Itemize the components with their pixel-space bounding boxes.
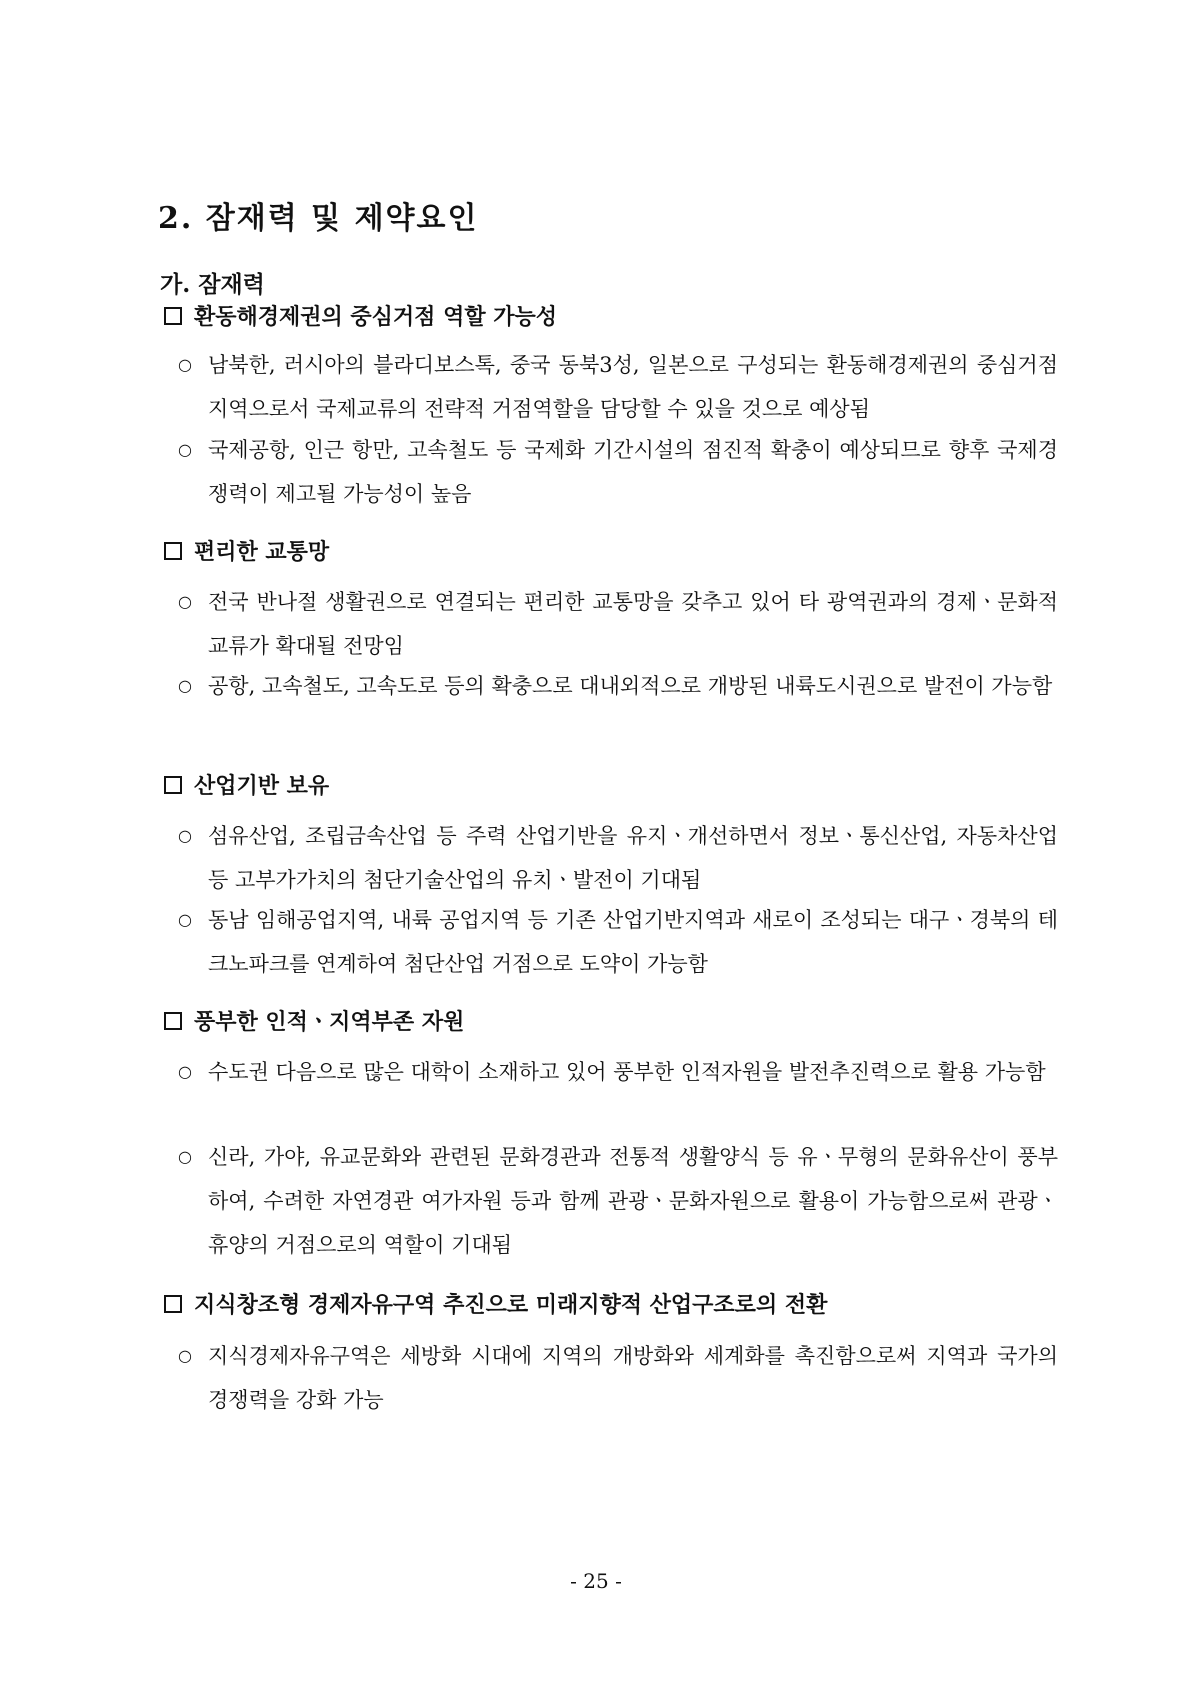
bullet-text: 섬유산업, 조립금속산업 등 주력 산업기반을 유지ㆍ개선하면서 정보ㆍ통신산업, 자동차산업 등 고부가가치의 첨단기술산업의 유치ㆍ발전이 기대됨 <box>208 824 1058 892</box>
circle-bullet-icon: ○ <box>178 592 192 611</box>
list-item <box>178 1334 1058 1422</box>
checkbox-icon <box>164 542 182 560</box>
list-item <box>178 664 1058 708</box>
checkbox-icon <box>164 1012 182 1030</box>
bullet-text: 국제공항, 인근 항만, 고속철도 등 국제화 기간시설의 점진적 확충이 예상되므로 향후 국제경쟁력이 제고될 가능성이 높음 <box>208 438 1058 506</box>
list-item <box>178 580 1058 668</box>
checkbox-icon <box>164 307 182 325</box>
circle-bullet-icon: ○ <box>178 910 192 929</box>
heading-text: 지식창조형 경제자유구역 추진으로 미래지향적 산업구조로의 전환 <box>194 1292 828 1318</box>
checkbox-icon <box>164 776 182 794</box>
sub-title: 가. 잠재력 <box>160 271 265 298</box>
list-item <box>178 428 1058 516</box>
bullet-text: 지식경제자유구역은 세방화 시대에 지역의 개방화와 세계화를 촉진함으로써 지역과 국가의 경쟁력을 강화 가능 <box>208 1344 1058 1412</box>
bullet-text: 전국 반나절 생활권으로 연결되는 편리한 교통망을 갖추고 있어 타 광역권과의 경제ㆍ문화적 교류가 확대될 전망임 <box>208 590 1058 658</box>
list-item <box>178 1050 1058 1094</box>
heading-resources <box>164 1005 464 1036</box>
bullet-text: 동남 임해공업지역, 내륙 공업지역 등 기존 산업기반지역과 새로이 조성되는 대구ㆍ경북의 테크노파크를 연계하여 첨단산업 거점으로 도약이 가능함 <box>208 908 1058 976</box>
circle-bullet-icon: ○ <box>178 1346 192 1365</box>
heading-text: 풍부한 인적ㆍ지역부존 자원 <box>194 1009 465 1035</box>
circle-bullet-icon: ○ <box>178 355 192 374</box>
bullet-text: 수도권 다음으로 많은 대학이 소재하고 있어 풍부한 인적자원을 발전추진력으로 활용 가능함 <box>208 1060 1046 1084</box>
circle-bullet-icon: ○ <box>178 440 192 459</box>
heading-text: 환동해경제권의 중심거점 역할 가능성 <box>194 304 558 330</box>
circle-bullet-icon: ○ <box>178 1062 192 1081</box>
list-item <box>178 898 1058 986</box>
bullet-text: 남북한, 러시아의 블라디보스톡, 중국 동북3성, 일본으로 구성되는 환동해경제권의 중심거점지역으로서 국제교류의 전략적 거점역할을 담당할 수 있을 것으로 예상됨 <box>208 353 1058 421</box>
heading-industry <box>164 769 329 800</box>
section-title: 2. 잠재력 및 제약요인 <box>158 201 479 236</box>
circle-bullet-icon: ○ <box>178 826 192 845</box>
bullet-text: 신라, 가야, 유교문화와 관련된 문화경관과 전통적 생활양식 등 유ㆍ무형의 문화유산이 풍부하여, 수려한 자연경관 여가자원 등과 함께 관광ㆍ문화자원으로 활용이 가능함으로써 관광ㆍ휴양의 거점으로의 역할이 기대됨 <box>208 1145 1058 1257</box>
checkbox-icon <box>164 1295 182 1313</box>
page-number: - 25 - <box>570 1569 622 1593</box>
heading-text: 편리한 교통망 <box>194 539 330 565</box>
heading-text: 산업기반 보유 <box>194 773 330 799</box>
list-item <box>178 814 1058 902</box>
circle-bullet-icon: ○ <box>178 676 192 695</box>
circle-bullet-icon: ○ <box>178 1147 192 1166</box>
heading-transport <box>164 535 329 566</box>
bullet-text: 공항, 고속철도, 고속도로 등의 확충으로 대내외적으로 개방된 내륙도시권으로 발전이 가능함 <box>208 674 1053 698</box>
list-item <box>178 343 1058 431</box>
list-item <box>178 1135 1058 1267</box>
heading-hub-role <box>164 300 557 331</box>
heading-free-economic-zone <box>164 1288 827 1319</box>
